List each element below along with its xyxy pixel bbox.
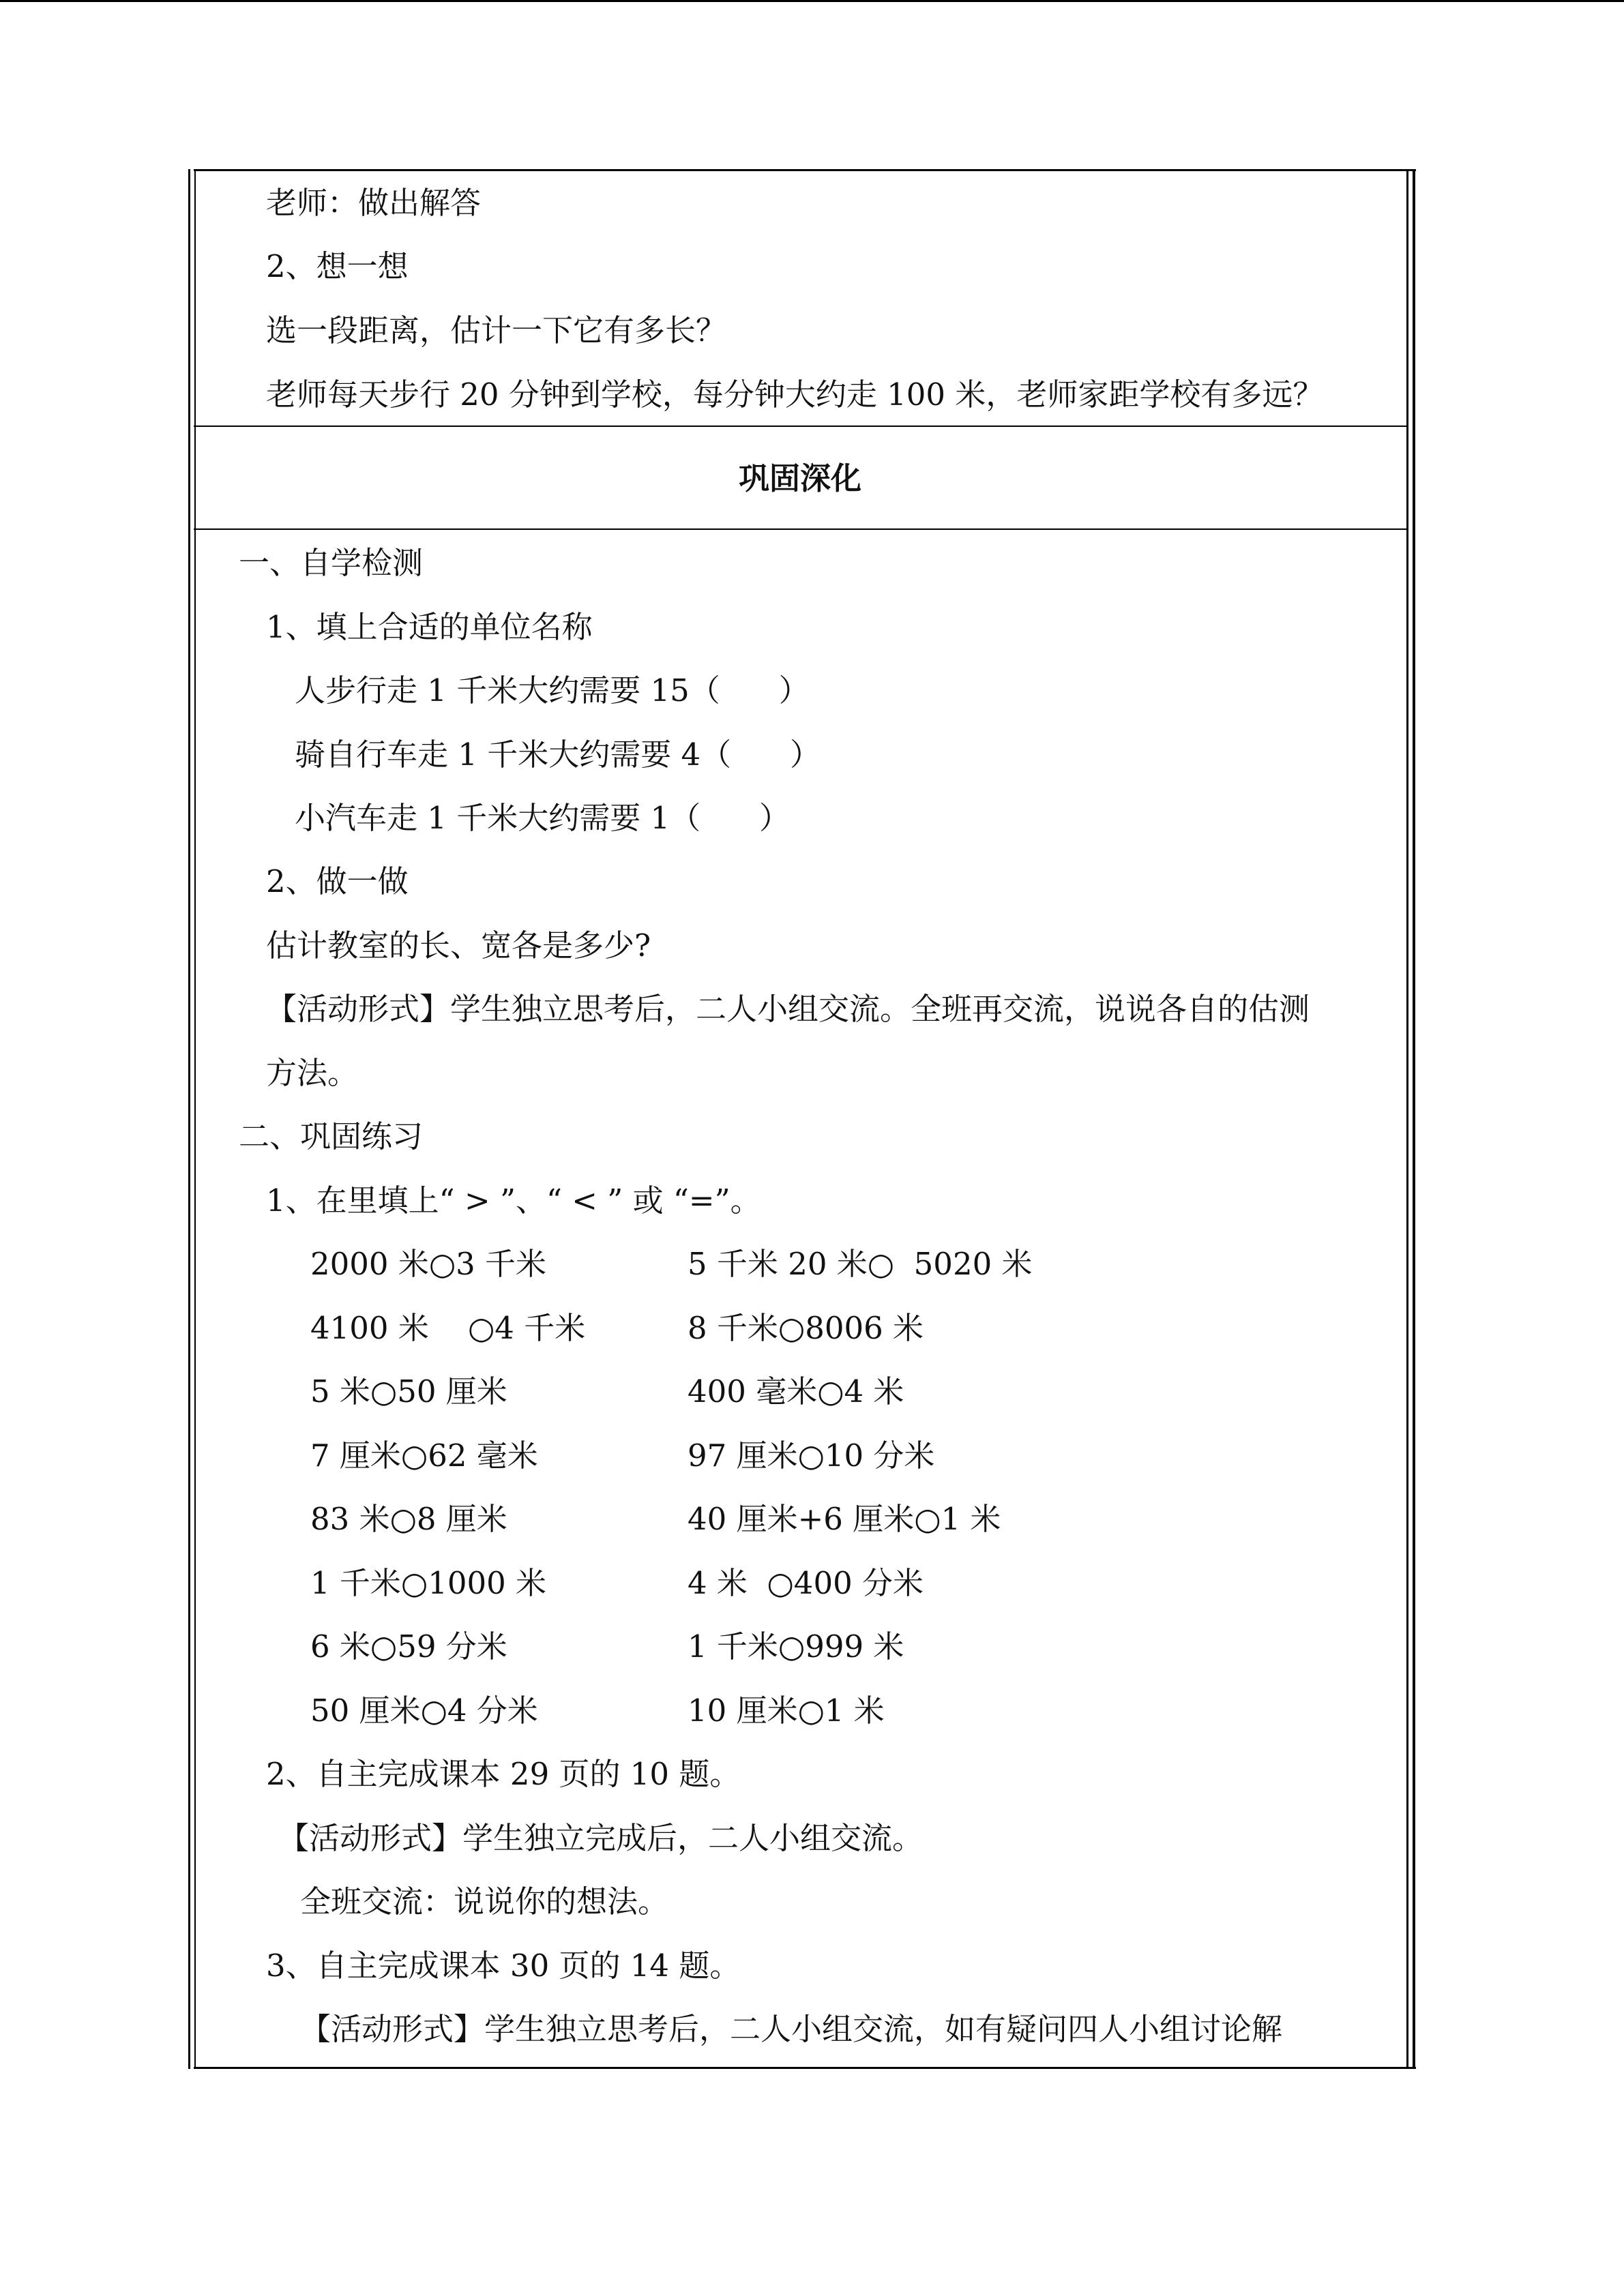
section-title: 巩固深化 — [738, 460, 861, 496]
practice-title: 二、巩固练习 — [239, 1118, 424, 1154]
compare-right: 97 厘米○10 分米 — [688, 1437, 935, 1474]
practice-q2-share: 全班交流：说说你的想法。 — [300, 1883, 669, 1920]
self-test-activity: 【活动形式】学生独立思考后，二人小组交流。全班再交流，说说各自的估测 — [266, 991, 1310, 1027]
self-test-activity-cont: 方法。 — [266, 1055, 359, 1091]
practice-q3-title: 3、自主完成课本 30 页的 14 题。 — [266, 1948, 741, 1984]
compare-right: 4 米 ○400 分米 — [688, 1565, 924, 1601]
section-divider-top — [194, 426, 1406, 427]
intro-line-teacher-answer: 老师：做出解答 — [266, 185, 482, 221]
self-test-q1-item: 人步行走 1 千米大约需要 15（ ） — [295, 672, 810, 709]
self-test-q2-text: 估计教室的长、宽各是多少? — [266, 927, 651, 964]
compare-right: 10 厘米○1 米 — [688, 1693, 885, 1729]
section-divider-bottom — [194, 528, 1406, 530]
compare-left: 4100 米 ○4 千米 — [310, 1310, 586, 1346]
compare-left: 5 米○50 厘米 — [310, 1373, 507, 1410]
intro-line-estimate: 选一段距离，估计一下它有多长？ — [266, 312, 727, 348]
compare-left: 50 厘米○4 分米 — [310, 1693, 538, 1729]
compare-right: 1 千米○999 米 — [688, 1628, 904, 1665]
practice-q2-activity: 【活动形式】学生独立完成后，二人小组交流。 — [278, 1820, 924, 1856]
compare-right: 8 千米○8006 米 — [688, 1310, 924, 1346]
practice-q1-title: 1、在里填上“ > ”、“ < ” 或 “=”。 — [266, 1182, 761, 1219]
compare-left: 6 米○59 分米 — [310, 1628, 507, 1665]
self-test-q1-item: 骑自行车走 1 千米大约需要 4（ ） — [295, 736, 821, 773]
self-test-title: 一、自学检测 — [239, 545, 424, 581]
self-test-q1-item: 小汽车走 1 千米大约需要 1（ ） — [295, 800, 790, 836]
intro-line-walk-problem: 老师每天步行 20 分钟到学校，每分钟大约走 100 米，老师家距学校有多远？ — [266, 376, 1324, 413]
self-test-q1-title: 1、填上合适的单位名称 — [266, 609, 593, 645]
compare-left: 7 厘米○62 毫米 — [310, 1437, 538, 1474]
compare-right: 400 毫米○4 米 — [688, 1373, 904, 1410]
compare-left: 83 米○8 厘米 — [310, 1501, 507, 1537]
compare-right: 40 厘米+6 厘米○1 米 — [688, 1501, 1001, 1537]
compare-left: 1 千米○1000 米 — [310, 1565, 547, 1601]
compare-left: 2000 米○3 千米 — [310, 1246, 547, 1282]
intro-line-think: 2、想一想 — [266, 248, 409, 284]
page-top-border — [0, 0, 1624, 2]
table-left-double-border — [188, 169, 196, 2069]
practice-q2-title: 2、自主完成课本 29 页的 10 题。 — [266, 1756, 741, 1792]
compare-right: 5 千米 20 米○ 5020 米 — [688, 1246, 1033, 1282]
table-right-double-border — [1406, 169, 1415, 2069]
practice-q3-activity: 【活动形式】学生独立思考后，二人小组交流，如有疑问四人小组讨论解 — [300, 2011, 1283, 2047]
self-test-q2-title: 2、做一做 — [266, 863, 409, 899]
